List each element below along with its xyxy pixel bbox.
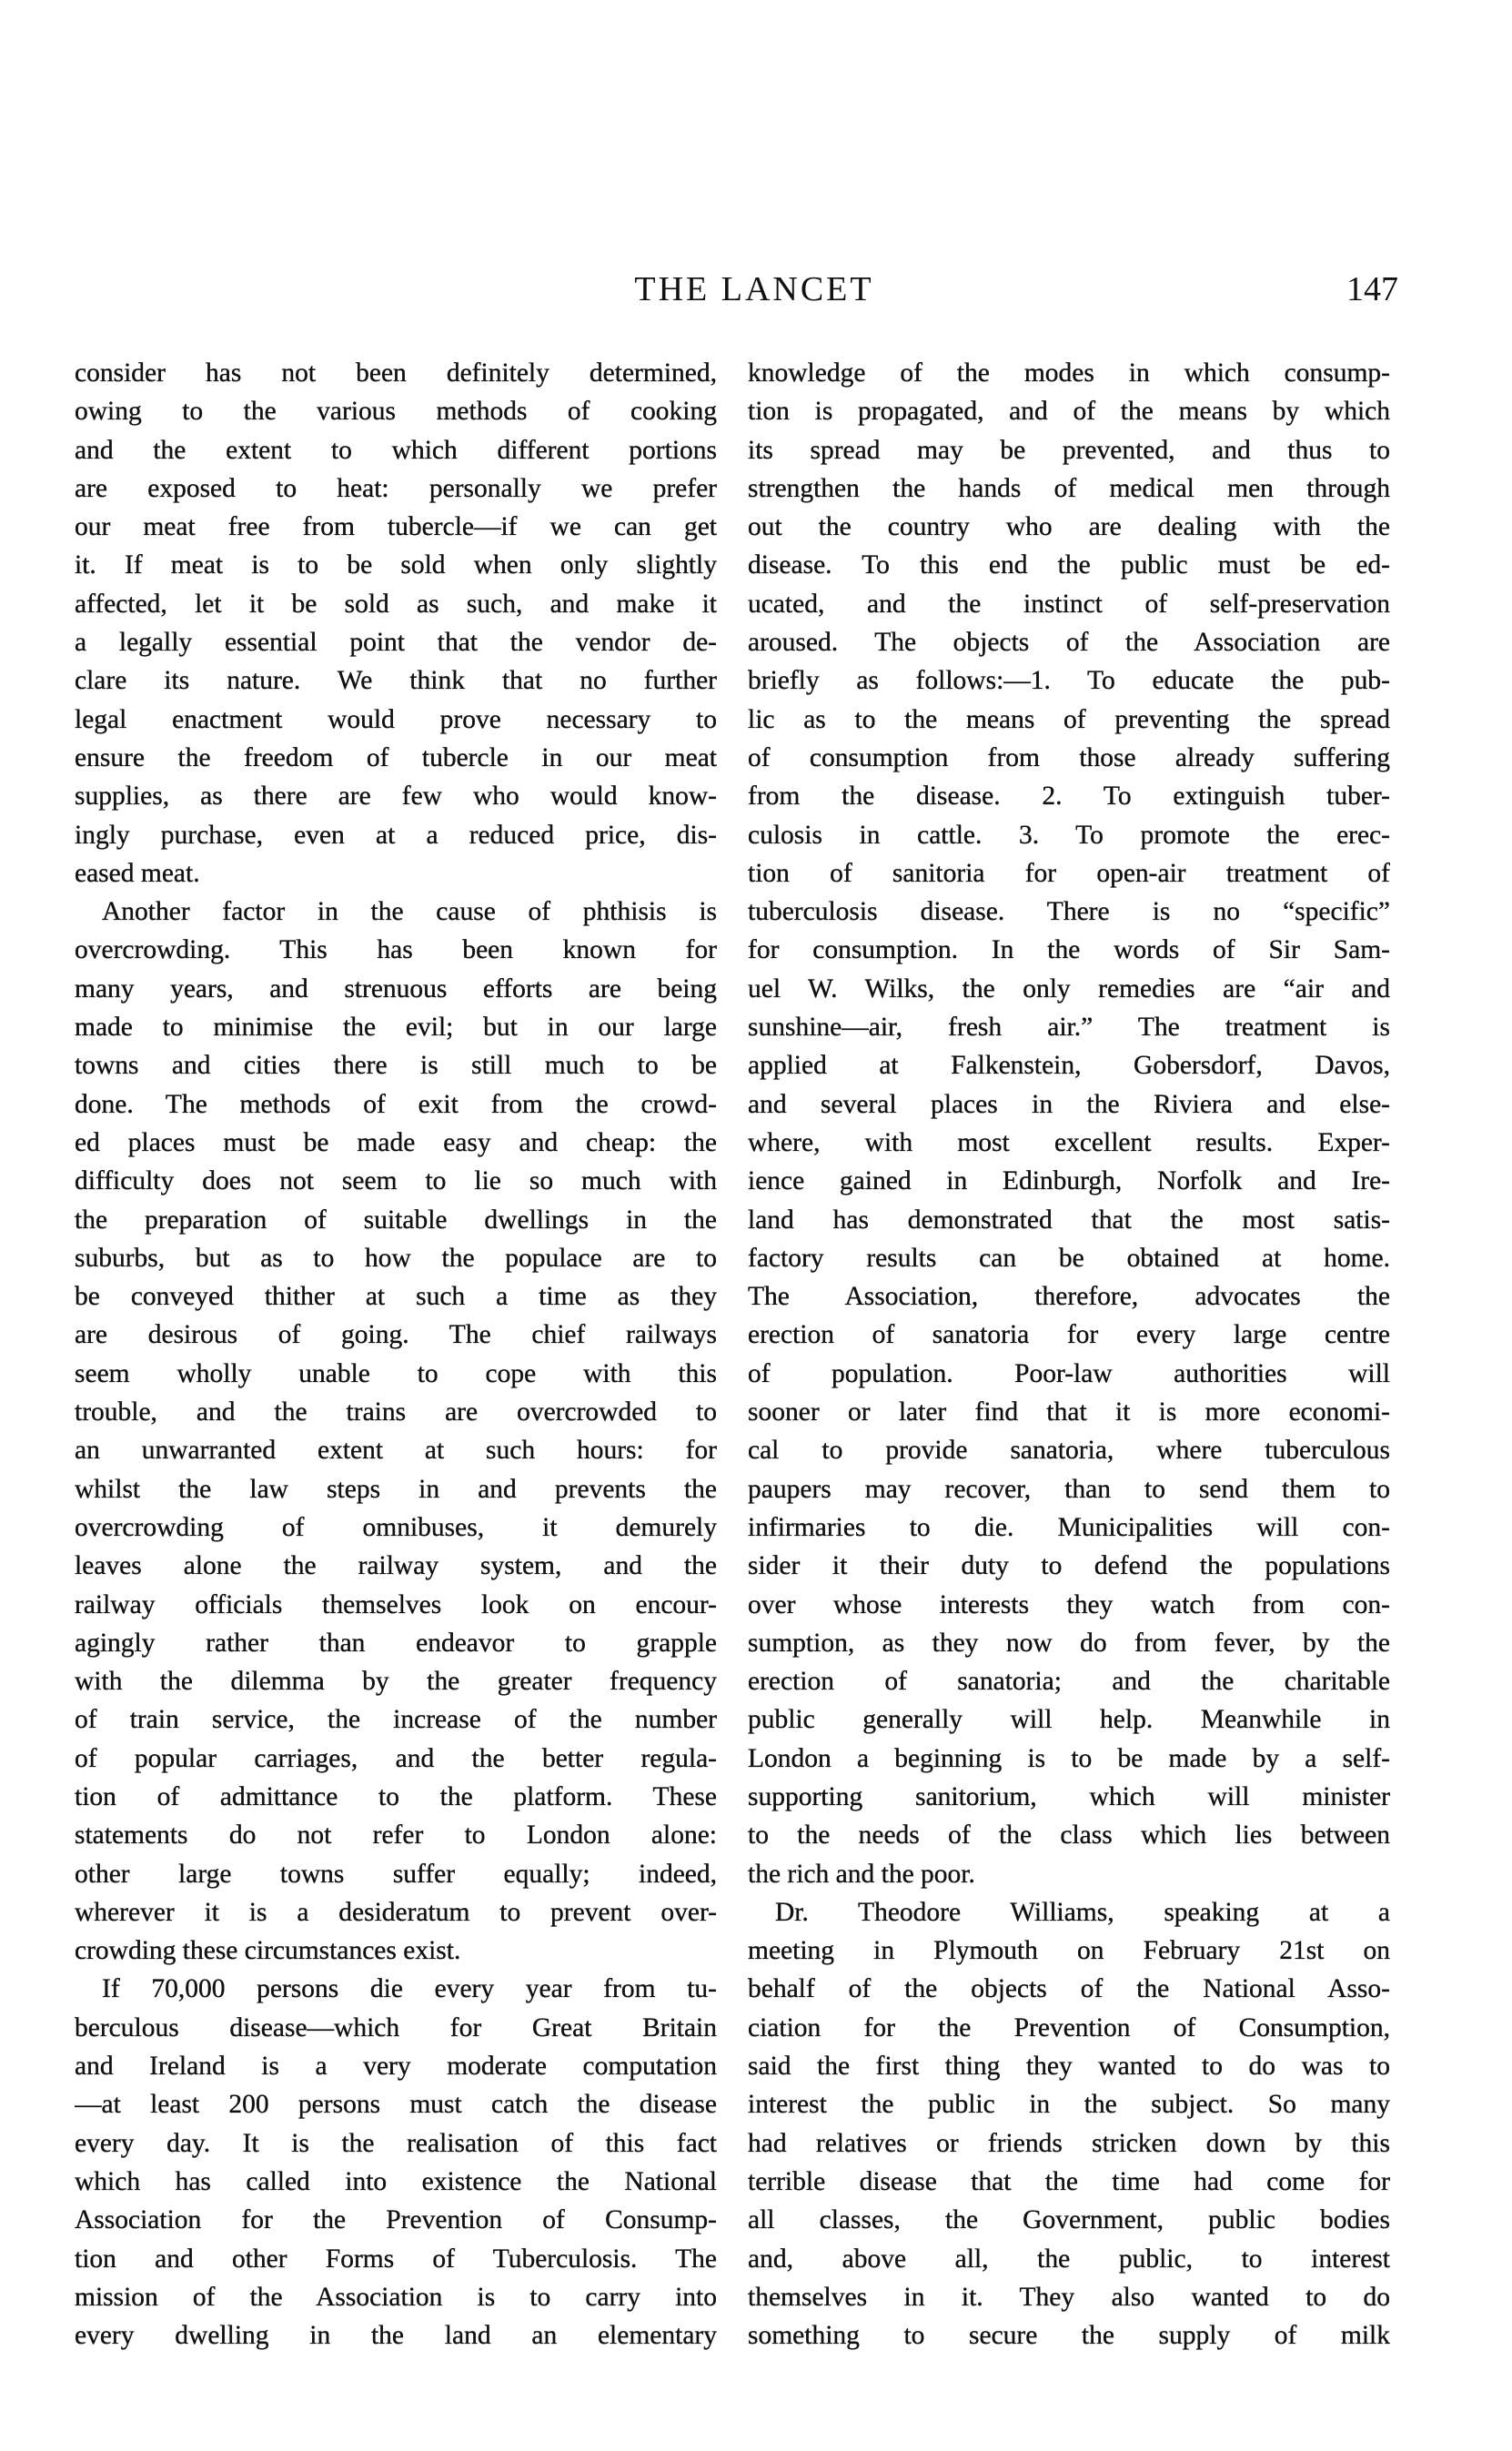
paragraph: [75, 354, 717, 893]
text-line: of consumption from those already suffering: [748, 742, 1390, 772]
text-line: factory results can be obtained at home.: [748, 1243, 1390, 1273]
text-line: The Association, therefore, advocates the: [748, 1282, 1390, 1312]
text-line: statements do not refer to London alone:: [75, 1821, 717, 1851]
text-line: Another factor in the cause of phthisis is: [102, 897, 717, 927]
text-line: knowledge of the modes in which consump-: [748, 358, 1390, 388]
text-line: and the extent to which different portions: [75, 435, 717, 465]
text-line: infirmaries to die. Municipalities will con-: [748, 1512, 1390, 1542]
text-line: it. If meat is to be sold when only slightly: [75, 550, 717, 580]
text-line: had relatives or friends stricken down by this: [748, 2128, 1390, 2158]
text-line: other large towns suffer equally; indeed,: [75, 1859, 717, 1889]
text-line: the rich and the poor.: [748, 1859, 975, 1889]
text-line: supporting sanitorium, which will minister: [748, 1781, 1390, 1811]
text-line: tion of admittance to the platform. These: [75, 1781, 717, 1811]
text-line: a legally essential point that the vendor de-: [75, 628, 717, 658]
text-line: sumption, as they now do from fever, by the: [748, 1628, 1390, 1658]
right-column: [748, 354, 1390, 2355]
text-line: out the country who are dealing with the: [748, 512, 1390, 542]
text-line: —at least 200 persons must catch the disease: [75, 2090, 717, 2120]
text-line: where, with most excellent results. Exper-: [748, 1127, 1390, 1157]
text-line: sider it their duty to defend the populations: [748, 1551, 1390, 1581]
text-line: of popular carriages, and the better regula-: [75, 1743, 717, 1773]
text-line: cal to provide sanatoria, where tuberculous: [748, 1436, 1390, 1466]
text-line: something to secure the supply of milk: [748, 2321, 1390, 2351]
text-line: overcrowding of omnibuses, it demurely: [75, 1512, 717, 1542]
text-line: railway officials themselves look on encour-: [75, 1589, 717, 1619]
left-column: [75, 354, 717, 2355]
text-line: tuberculosis disease. There is no “specific”: [748, 897, 1390, 927]
text-line: whilst the law steps in and prevents the: [75, 1474, 717, 1504]
text-line: supplies, as there are few who would know-: [75, 782, 717, 812]
text-line: said the first thing they wanted to do was to: [748, 2052, 1390, 2082]
page-number: 147: [1346, 270, 1398, 308]
text-line: interest the public in the subject. So many: [748, 2090, 1390, 2120]
text-line: overcrowding. This has been known for: [75, 935, 717, 965]
text-line: agingly rather than endeavor to grapple: [75, 1628, 717, 1658]
text-line: done. The methods of exit from the crowd-: [75, 1089, 717, 1119]
text-line: owing to the various methods of cooking: [75, 397, 717, 427]
text-line: erection of sanatoria; and the charitable: [748, 1667, 1390, 1697]
text-line: ingly purchase, even at a reduced price, dis-: [75, 820, 717, 850]
text-line: its spread may be prevented, and thus to: [748, 435, 1390, 465]
text-line: terrible disease that the time had come for: [748, 2166, 1390, 2196]
text-line: and several places in the Riviera and else-: [748, 1089, 1390, 1119]
text-line: many years, and strenuous efforts are being: [75, 973, 717, 1004]
paragraph: [748, 1893, 1390, 2355]
text-line: and Ireland is a very moderate computation: [75, 2052, 717, 2082]
text-line: disease. To this end the public must be ed-: [748, 550, 1390, 580]
text-line: lic as to the means of preventing the spread: [748, 704, 1390, 734]
text-line: eased meat.: [75, 858, 200, 888]
text-line: ensure the freedom of tubercle in our meat: [75, 742, 717, 772]
text-line: ciation for the Prevention of Consumption,: [748, 2012, 1390, 2042]
journal-title: THE LANCET: [634, 270, 874, 308]
text-line: public generally will help. Meanwhile in: [748, 1705, 1390, 1735]
text-line: themselves in it. They also wanted to do: [748, 2282, 1390, 2312]
paragraph: [75, 1970, 717, 2355]
text-line: If 70,000 persons die every year from tu-: [102, 1974, 717, 2004]
text-line: berculous disease—which for Great Britain: [75, 2012, 717, 2042]
text-line: from the disease. 2. To extinguish tuber-: [748, 782, 1390, 812]
text-line: Association for the Prevention of Consump-: [75, 2205, 717, 2235]
text-line: applied at Falkenstein, Gobersdorf, Davos,: [748, 1051, 1390, 1081]
text-line: meeting in Plymouth on February 21st on: [748, 1936, 1390, 1966]
text-line: and, above all, the public, to interest: [748, 2244, 1390, 2274]
text-line: sooner or later find that it is more economi-: [748, 1397, 1390, 1427]
text-line: made to minimise the evil; but in our large: [75, 1013, 717, 1043]
text-line: strengthen the hands of medical men through: [748, 473, 1390, 503]
text-line: clare its nature. We think that no further: [75, 666, 717, 696]
paragraph: [748, 354, 1390, 1893]
text-line: affected, let it be sold as such, and make it: [75, 589, 717, 619]
text-line: the preparation of suitable dwellings in the: [75, 1205, 717, 1235]
text-line: briefly as follows:—1. To educate the pub-: [748, 666, 1390, 696]
text-line: towns and cities there is still much to be: [75, 1051, 717, 1081]
text-line: of population. Poor-law authorities will: [748, 1358, 1390, 1388]
text-line: ed places must be made easy and cheap: the: [75, 1127, 717, 1157]
text-line: paupers may recover, than to send them to: [748, 1474, 1390, 1504]
text-line: tion of sanitoria for open-air treatment of: [748, 858, 1390, 888]
text-line: culosis in cattle. 3. To promote the erec-: [748, 820, 1390, 850]
text-line: uel W. Wilks, the only remedies are “air and: [748, 973, 1390, 1004]
text-line: seem wholly unable to cope with this: [75, 1358, 717, 1388]
text-line: tion is propagated, and of the means by which: [748, 397, 1390, 427]
text-line: trouble, and the trains are overcrowded to: [75, 1397, 717, 1427]
text-line: mission of the Association is to carry into: [75, 2282, 717, 2312]
text-line: difficulty does not seem to lie so much with: [75, 1166, 717, 1196]
text-line: be conveyed thither at such a time as they: [75, 1282, 717, 1312]
text-line: are exposed to heat: personally we prefer: [75, 473, 717, 503]
text-line: sunshine—air, fresh air.” The treatment is: [748, 1013, 1390, 1043]
text-line: with the dilemma by the greater frequency: [75, 1667, 717, 1697]
text-line: behalf of the objects of the National Asso-: [748, 1974, 1390, 2004]
text-line: which has called into existence the National: [75, 2166, 717, 2196]
text-line: over whose interests they watch from con-: [748, 1589, 1390, 1619]
text-line: ucated, and the instinct of self-preservation: [748, 589, 1390, 619]
text-line: aroused. The objects of the Association are: [748, 628, 1390, 658]
text-line: all classes, the Government, public bodies: [748, 2205, 1390, 2235]
text-line: every day. It is the realisation of this fact: [75, 2128, 717, 2158]
text-line: wherever it is a desideratum to prevent over-: [75, 1897, 717, 1927]
text-line: to the needs of the class which lies between: [748, 1821, 1390, 1851]
text-line: for consumption. In the words of Sir Sam-: [748, 935, 1390, 965]
text-line: an unwarranted extent at such hours: for: [75, 1436, 717, 1466]
text-line: leaves alone the railway system, and the: [75, 1551, 717, 1581]
text-line: London a beginning is to be made by a self-: [748, 1743, 1390, 1773]
text-line: Dr. Theodore Williams, speaking at a: [775, 1897, 1390, 1927]
running-title: [0, 269, 1512, 309]
paragraph: [75, 893, 717, 1970]
text-line: our meat free from tubercle—if we can get: [75, 512, 717, 542]
text-line: suburbs, but as to how the populace are to: [75, 1243, 717, 1273]
text-line: of train service, the increase of the number: [75, 1705, 717, 1735]
text-line: every dwelling in the land an elementary: [75, 2321, 717, 2351]
text-line: legal enactment would prove necessary to: [75, 704, 717, 734]
text-line: are desirous of going. The chief railways: [75, 1320, 717, 1350]
text-line: land has demonstrated that the most satis-: [748, 1205, 1390, 1235]
text-line: erection of sanatoria for every large centre: [748, 1320, 1390, 1350]
text-line: ience gained in Edinburgh, Norfolk and Ire-: [748, 1166, 1390, 1196]
text-line: crowding these circumstances exist.: [75, 1936, 461, 1966]
text-line: consider has not been definitely determined,: [75, 358, 717, 388]
text-line: tion and other Forms of Tuberculosis. The: [75, 2244, 717, 2274]
